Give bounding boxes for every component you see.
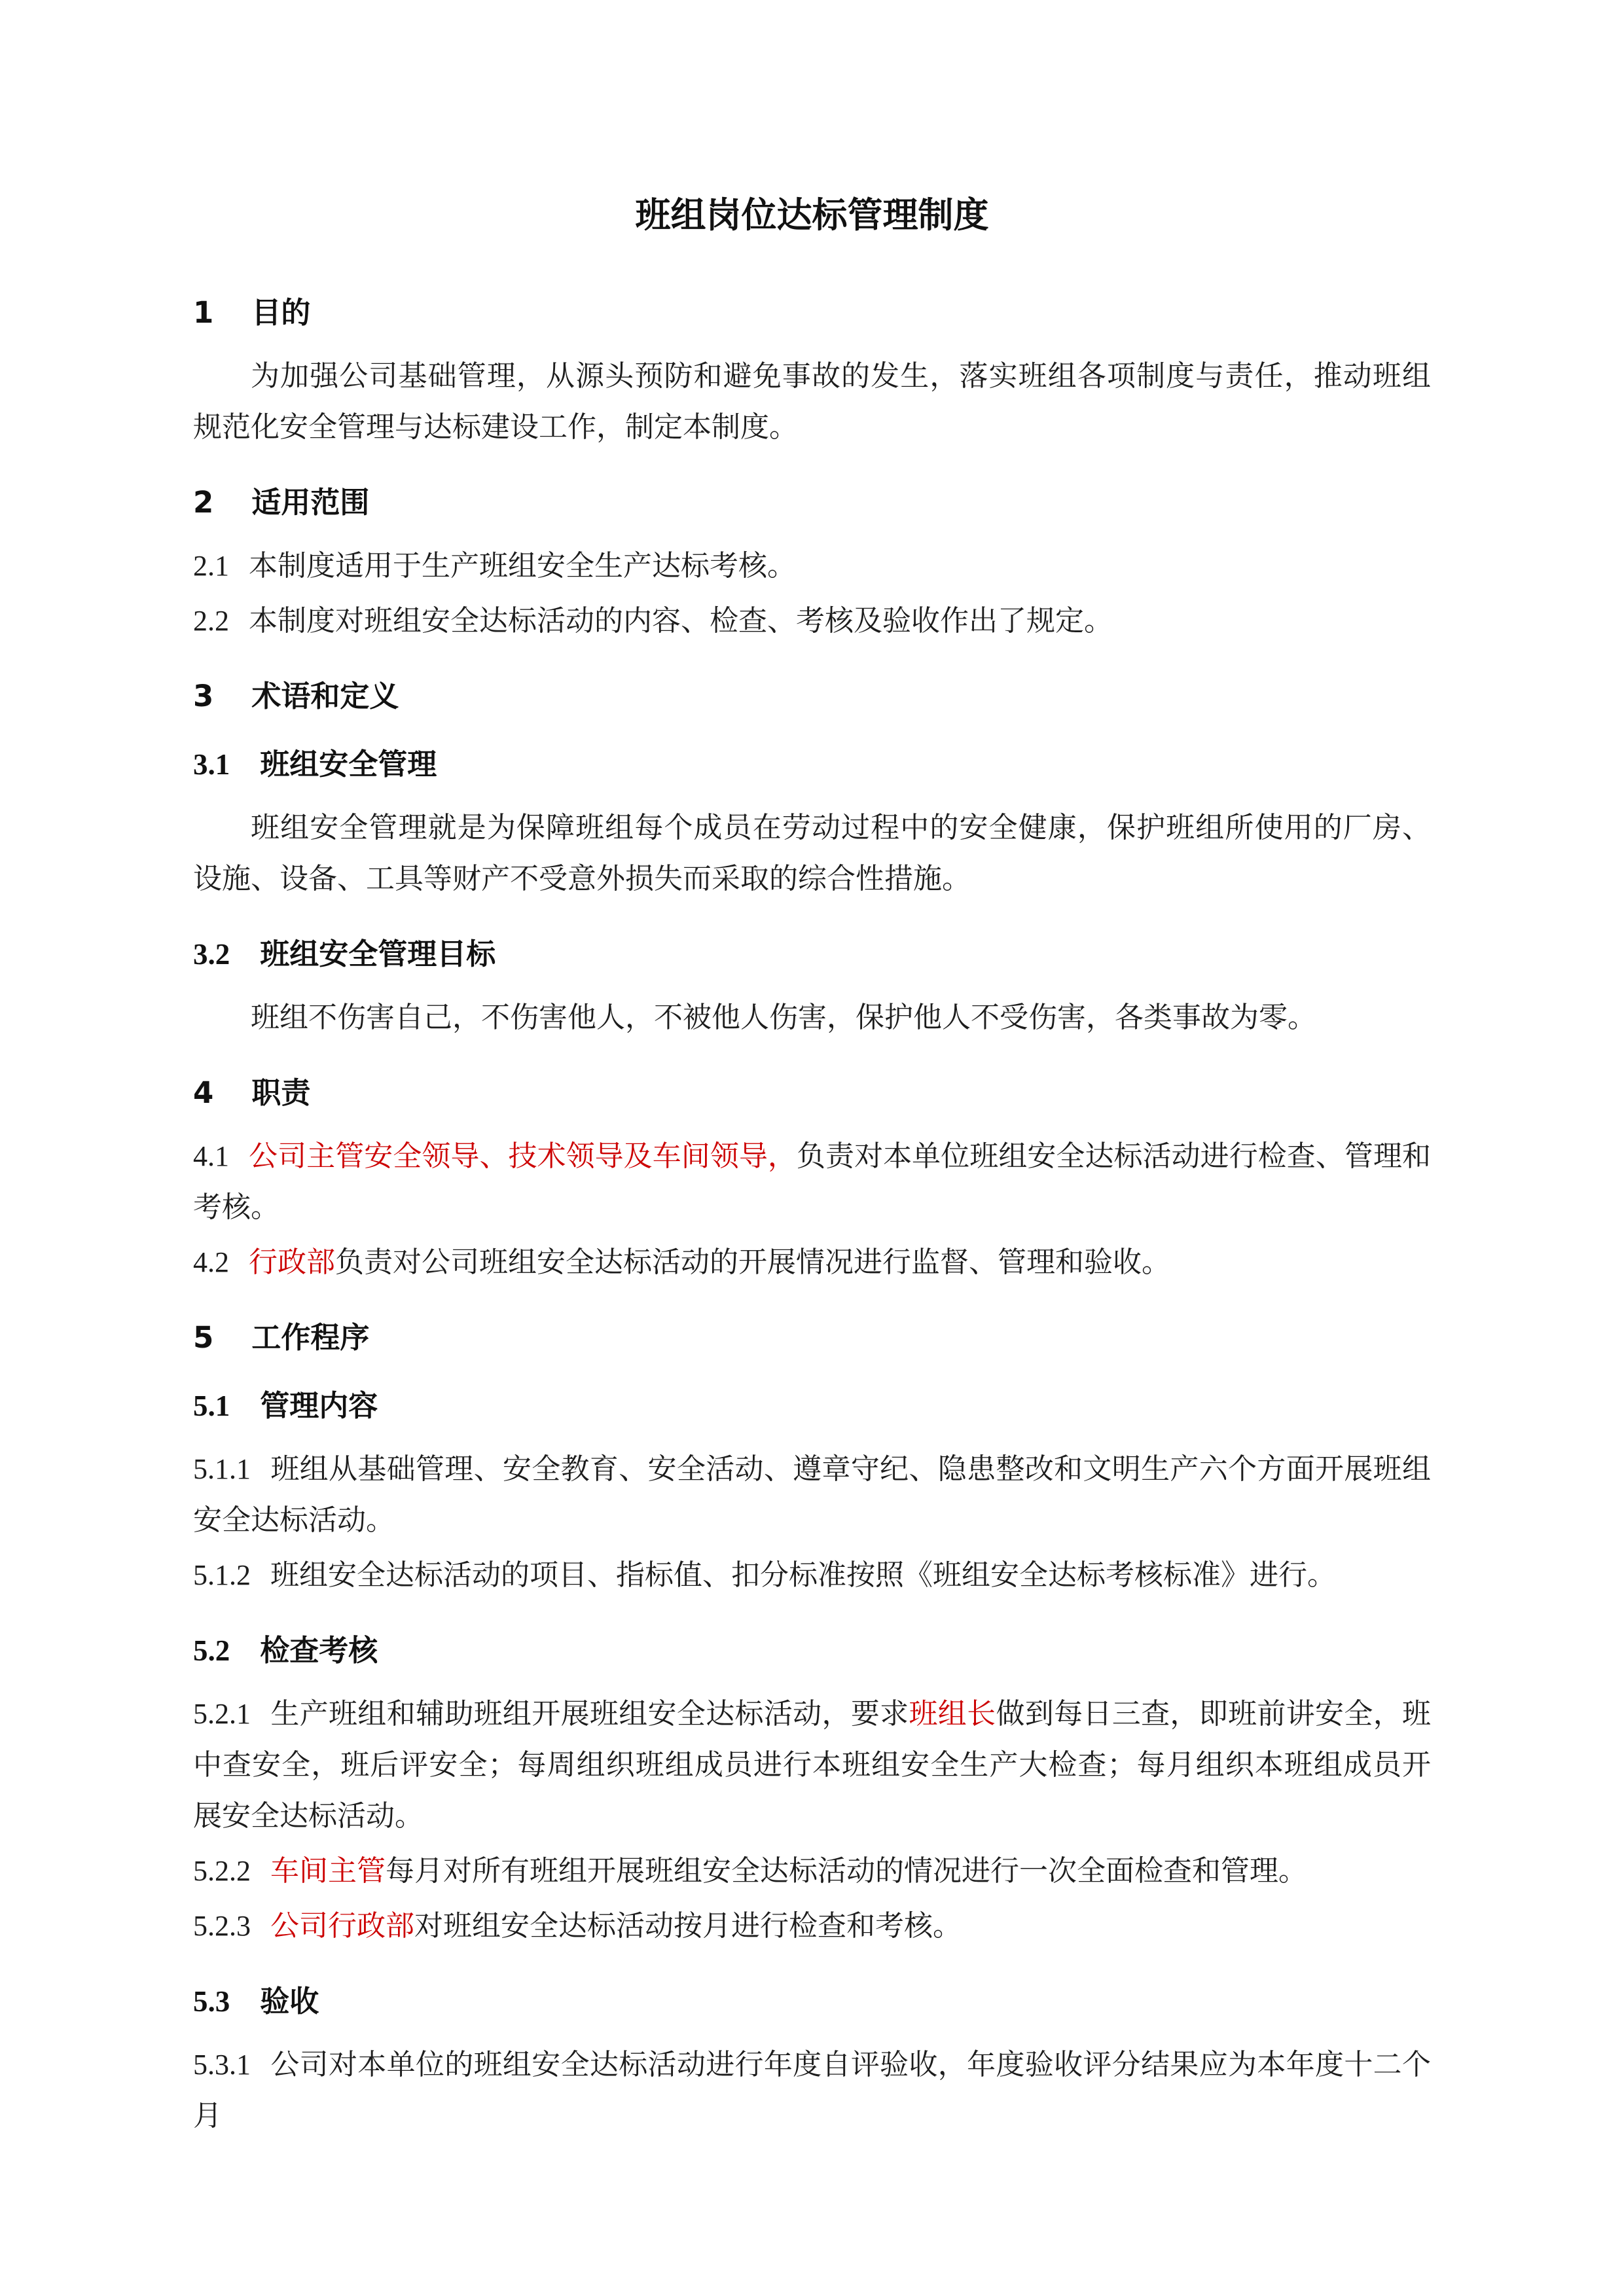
- definition-3-2-paragraph: 班组不伤害自己，不伤害他人，不被他人伤害，保护他人不受伤害，各类事故为零。: [251, 1001, 1316, 1033]
- section-3-1-number: 3.1: [193, 748, 230, 781]
- section-5-3-heading: [193, 1983, 1431, 2020]
- section-2-title: 适用范围: [251, 485, 370, 520]
- section-1-heading: [193, 295, 1431, 331]
- clause-5-2-3: [193, 1901, 1431, 1952]
- clause-5-1-1: [193, 1444, 1431, 1546]
- clause-2-2-number: 2.2: [193, 605, 229, 637]
- clause-5-2-1-number: 5.2.1: [193, 1698, 251, 1730]
- section-3-2-number: 3.2: [193, 938, 230, 971]
- clause-2-2-text: 本制度对班组安全达标活动的内容、检查、考核及验收作出了规定。: [249, 605, 1113, 637]
- clause-4-1-number: 4.1: [193, 1140, 229, 1172]
- section-3-2-title: 班组安全管理目标: [260, 937, 496, 971]
- section-3-heading: [193, 678, 1431, 715]
- clause-2-1-number: 2.1: [193, 550, 229, 582]
- clause-4-2: [193, 1237, 1431, 1288]
- section-3-2-heading: [193, 936, 1431, 973]
- clause-5-1-2-text: 班组安全达标活动的项目、指标值、扣分标准按照《班组安全达标考核标准》进行。: [270, 1559, 1336, 1591]
- clause-5-2-1-text: 做到每日三查，即班前讲安全，班中查安全，班后评安全；每周组织班组成员进行本班组安全生产大检查；每月组织本班组成员开展安全达标活动。: [193, 1698, 1432, 1832]
- clause-5-2-2-red-emphasis: 车间主管: [270, 1855, 386, 1887]
- section-4-title: 职责: [251, 1075, 311, 1110]
- clause-5-2-3-number: 5.2.3: [193, 1910, 251, 1942]
- clause-5-2-3-text: 对班组安全达标活动按月进行检查和考核。: [414, 1910, 962, 1942]
- clause-5-2-1-red-emphasis: 班组长: [909, 1698, 996, 1730]
- section-5-heading: [193, 1319, 1431, 1356]
- definition-3-1-paragraph: 班组安全管理就是为保障班组每个成员在劳动过程中的安全健康，保护班组所使用的厂房、设施、设备、工具等财产不受意外损失而采取的综合性措施。: [193, 812, 1431, 895]
- clause-5-1-2-number: 5.1.2: [193, 1559, 251, 1591]
- clause-5-1-1-text: 班组从基础管理、安全教育、安全活动、遵章守纪、隐患整改和文明生产六个方面开展班组安全达标活动。: [193, 1453, 1431, 1536]
- clause-5-3-1-number: 5.3.1: [193, 2049, 251, 2081]
- clause-4-1: [193, 1131, 1431, 1233]
- clause-5-1-2: [193, 1550, 1431, 1601]
- section-3-number: 3: [193, 679, 214, 713]
- clause-4-1-text: 负责对本单位班组安全达标活动进行检查、管理和考核。: [193, 1140, 1432, 1223]
- section-3-title: 术语和定义: [251, 679, 399, 713]
- clause-5-2-2-number: 5.2.2: [193, 1855, 251, 1887]
- document-title: 班组岗位达标管理制度: [635, 194, 989, 236]
- clause-4-1-red-emphasis: 公司主管安全领导、技术领导及车间领导，: [249, 1140, 797, 1172]
- clause-5-3-1-text: 公司对本单位的班组安全达标活动进行年度自评验收，年度验收评分结果应为本年度十二个月: [193, 2049, 1431, 2132]
- section-5-title: 工作程序: [251, 1320, 370, 1355]
- clause-5-3-1: [193, 2039, 1431, 2142]
- clause-2-2: [193, 596, 1431, 647]
- section-4-heading: [193, 1075, 1431, 1111]
- section-3-1-heading: [193, 746, 1431, 783]
- purpose-paragraph: 为加强公司基础管理，从源头预防和避免事故的发生，落实班组各项制度与责任，推动班组规范化安全管理与达标建设工作，制定本制度。: [193, 360, 1431, 443]
- section-5-2-title: 检查考核: [260, 1633, 378, 1668]
- section-5-1-number: 5.1: [193, 1390, 230, 1422]
- clause-5-2-3-red-emphasis: 公司行政部: [270, 1910, 414, 1942]
- section-1-title: 目的: [251, 295, 311, 330]
- section-5-2-heading: [193, 1632, 1431, 1669]
- section-2-heading: [193, 484, 1431, 521]
- section-5-3-number: 5.3: [193, 1985, 230, 2018]
- section-1-number: 1: [193, 295, 214, 330]
- clause-2-1: [193, 541, 1431, 592]
- clause-4-2-number: 4.2: [193, 1246, 229, 1278]
- section-5-number: 5: [193, 1320, 214, 1355]
- clause-4-2-red-emphasis: 行政部: [249, 1246, 335, 1278]
- clause-5-2-2: [193, 1846, 1431, 1897]
- section-3-1-title: 班组安全管理: [260, 747, 437, 781]
- clause-5-1-1-number: 5.1.1: [193, 1453, 251, 1485]
- section-5-3-title: 验收: [260, 1984, 319, 2018]
- section-5-1-title: 管理内容: [260, 1388, 378, 1423]
- clause-5-2-1: [193, 1689, 1431, 1842]
- clause-5-2-2-text: 每月对所有班组开展班组安全达标活动的情况进行一次全面检查和管理。: [386, 1855, 1307, 1887]
- section-4-number: 4: [193, 1075, 214, 1110]
- clause-5-2-1-text-pre: 生产班组和辅助班组开展班组安全达标活动，要求: [270, 1698, 909, 1730]
- section-5-2-number: 5.2: [193, 1634, 230, 1667]
- section-2-number: 2: [193, 485, 214, 520]
- clause-2-1-text: 本制度适用于生产班组安全生产达标考核。: [249, 550, 796, 582]
- clause-4-2-text: 负责对公司班组安全达标活动的开展情况进行监督、管理和验收。: [335, 1246, 1170, 1278]
- section-5-1-heading: [193, 1388, 1431, 1424]
